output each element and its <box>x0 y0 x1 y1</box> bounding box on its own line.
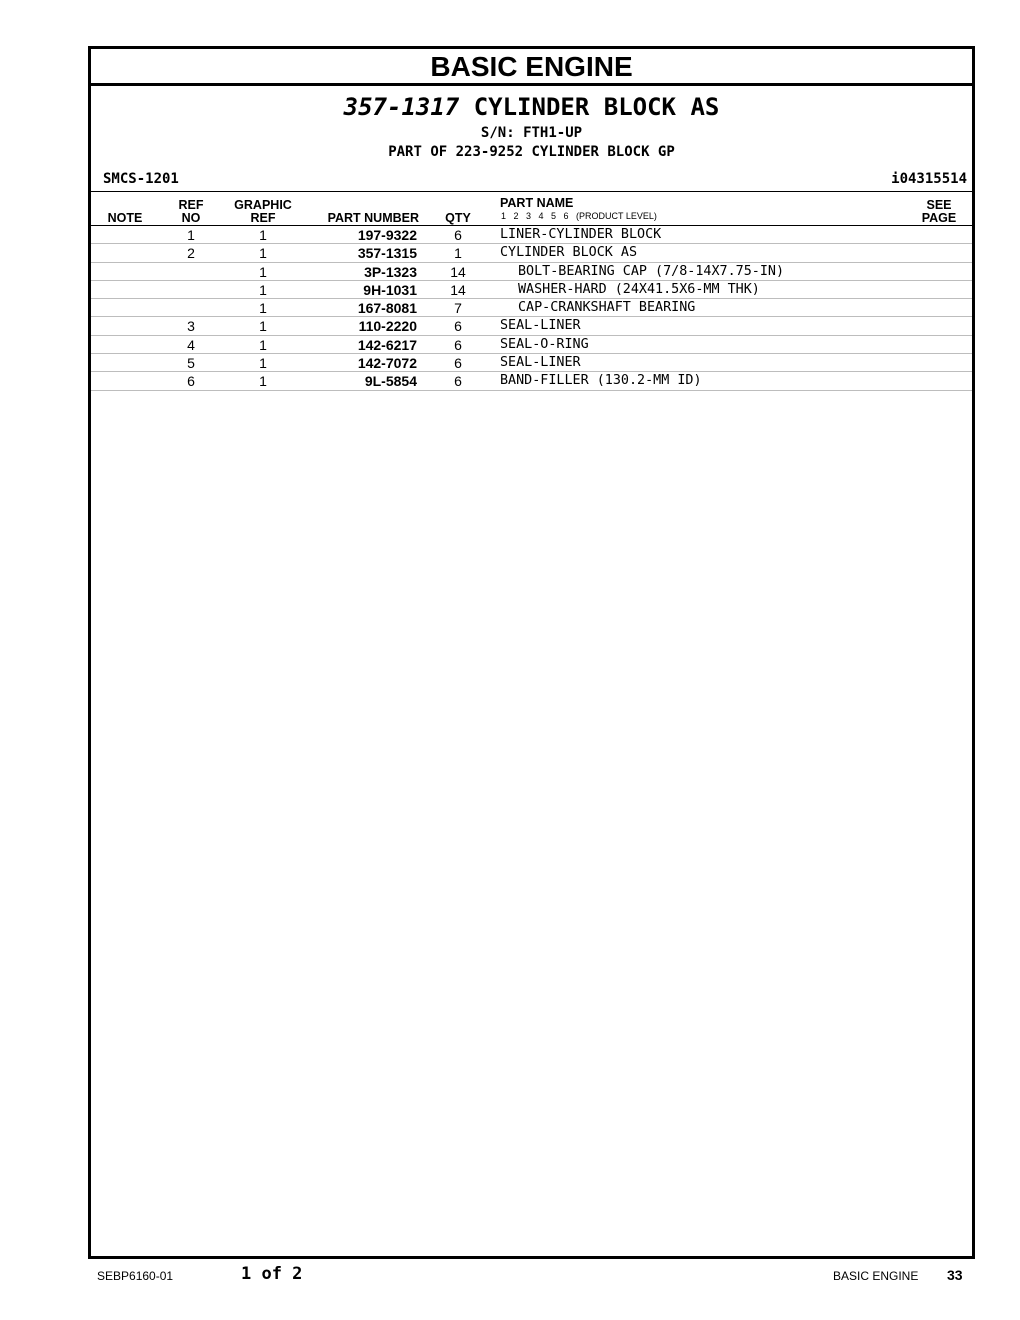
qty-cell: 1 <box>454 245 462 262</box>
part-number-cell: 167-8081 <box>357 300 417 317</box>
col-note-label: NOTE <box>107 211 143 225</box>
assembly-title <box>91 93 972 121</box>
footer-page-number: 33 <box>947 1267 963 1283</box>
assembly-name: CYLINDER BLOCK AS <box>473 93 720 121</box>
part-name-cell: SEAL-LINER <box>500 318 581 334</box>
graphic-ref-cell: 1 <box>259 227 267 243</box>
ref-no-cell: 2 <box>187 245 195 262</box>
parts-list <box>91 226 972 391</box>
part-number-cell: 110-2220 <box>358 318 417 335</box>
qty-cell: 6 <box>454 355 462 372</box>
table-row <box>91 281 972 299</box>
ref-no-cell: 5 <box>187 355 195 372</box>
part-number-cell: 142-6217 <box>357 336 417 353</box>
part-number-cell: 197-9322 <box>357 227 417 243</box>
part-name-cell: SEAL-LINER <box>500 355 581 371</box>
graphic-ref-cell: 1 <box>259 281 267 298</box>
part-number-cell: 3P-1323 <box>364 263 417 280</box>
col-graphic-ref-line1: GRAPHIC <box>234 198 292 212</box>
qty-cell: 7 <box>454 300 462 317</box>
table-row <box>91 226 972 244</box>
table-row <box>91 244 972 262</box>
part-name-cell: LINER-CYLINDER BLOCK <box>500 227 662 242</box>
col-ref-no-line2: NO <box>181 211 201 225</box>
part-name-cell: CYLINDER BLOCK AS <box>500 245 638 261</box>
qty-cell: 6 <box>454 373 462 390</box>
ref-no-cell: 1 <box>187 227 195 243</box>
col-part-name <box>500 197 573 210</box>
col-see-page <box>917 199 961 225</box>
qty-cell: 14 <box>450 263 466 280</box>
col-part-number-label: PART NUMBER <box>327 211 419 225</box>
ref-no-cell: 4 <box>187 336 195 353</box>
table-row <box>91 263 972 281</box>
part-name-cell: BAND-FILLER (130.2-MM ID) <box>500 373 702 389</box>
table-row <box>91 299 972 317</box>
part-name-cell: BOLT-BEARING CAP (7/8-14X7.75-IN) <box>518 263 785 279</box>
col-part-name-label: PART NAME <box>500 196 574 210</box>
part-name-cell: WASHER-HARD (24X41.5X6-MM THK) <box>518 281 760 297</box>
part-name-cell: CAP-CRANKSHAFT BEARING <box>518 300 696 316</box>
graphic-ref-cell: 1 <box>259 336 267 353</box>
illustration-id: i04315514 <box>891 171 967 187</box>
graphic-ref-cell: 1 <box>259 373 267 390</box>
assembly-part-number: 357-1317 <box>343 93 460 121</box>
col-qty-label: QTY <box>445 211 471 225</box>
part-number-cell: 357-1315 <box>357 245 417 262</box>
serial-number: S/N: FTH1-UP <box>480 125 583 141</box>
qty-cell: 14 <box>450 281 466 298</box>
ref-no-cell: 6 <box>187 373 195 390</box>
ref-no-cell: 3 <box>187 318 195 335</box>
table-row <box>91 336 972 354</box>
qty-cell: 6 <box>454 336 462 353</box>
col-ref-no-line1: REF <box>178 198 204 212</box>
footer-doc-id: SEBP6160-01 <box>97 1269 174 1283</box>
qty-cell: 6 <box>454 318 462 335</box>
part-of-line: PART OF 223-9252 CYLINDER BLOCK GP <box>388 144 675 160</box>
part-number-cell: 9L-5854 <box>364 373 417 390</box>
col-qty <box>441 212 475 225</box>
part-name-cell: SEAL-O-RING <box>500 336 589 352</box>
col-graphic-ref-line2: REF <box>250 211 276 225</box>
col-part-number <box>317 212 419 225</box>
part-number-cell: 142-7072 <box>357 355 417 372</box>
graphic-ref-cell: 1 <box>259 300 267 317</box>
col-see-page-line2: PAGE <box>921 211 957 225</box>
col-graphic-ref <box>231 199 295 225</box>
page-frame <box>88 46 975 1259</box>
col-ref-no <box>173 199 209 225</box>
smcs-code: SMCS-1201 <box>103 171 179 187</box>
header-divider <box>91 191 972 192</box>
part-number-cell: 9H-1031 <box>363 281 417 298</box>
product-levels: 1 2 3 4 5 6 (PRODUCT LEVEL) <box>501 211 657 221</box>
footer-section: BASIC ENGINE <box>833 1269 919 1283</box>
table-row <box>91 317 972 335</box>
col-see-page-line1: SEE <box>926 198 952 212</box>
qty-cell: 6 <box>454 227 462 243</box>
table-row <box>91 354 972 372</box>
col-note <box>105 212 145 225</box>
graphic-ref-cell: 1 <box>259 318 267 335</box>
graphic-ref-cell: 1 <box>259 245 267 262</box>
graphic-ref-cell: 1 <box>259 263 267 280</box>
section-title: BASIC ENGINE <box>91 49 972 86</box>
table-row <box>91 372 972 390</box>
graphic-ref-cell: 1 <box>259 355 267 372</box>
footer-page-of: 1 of 2 <box>241 1264 303 1284</box>
